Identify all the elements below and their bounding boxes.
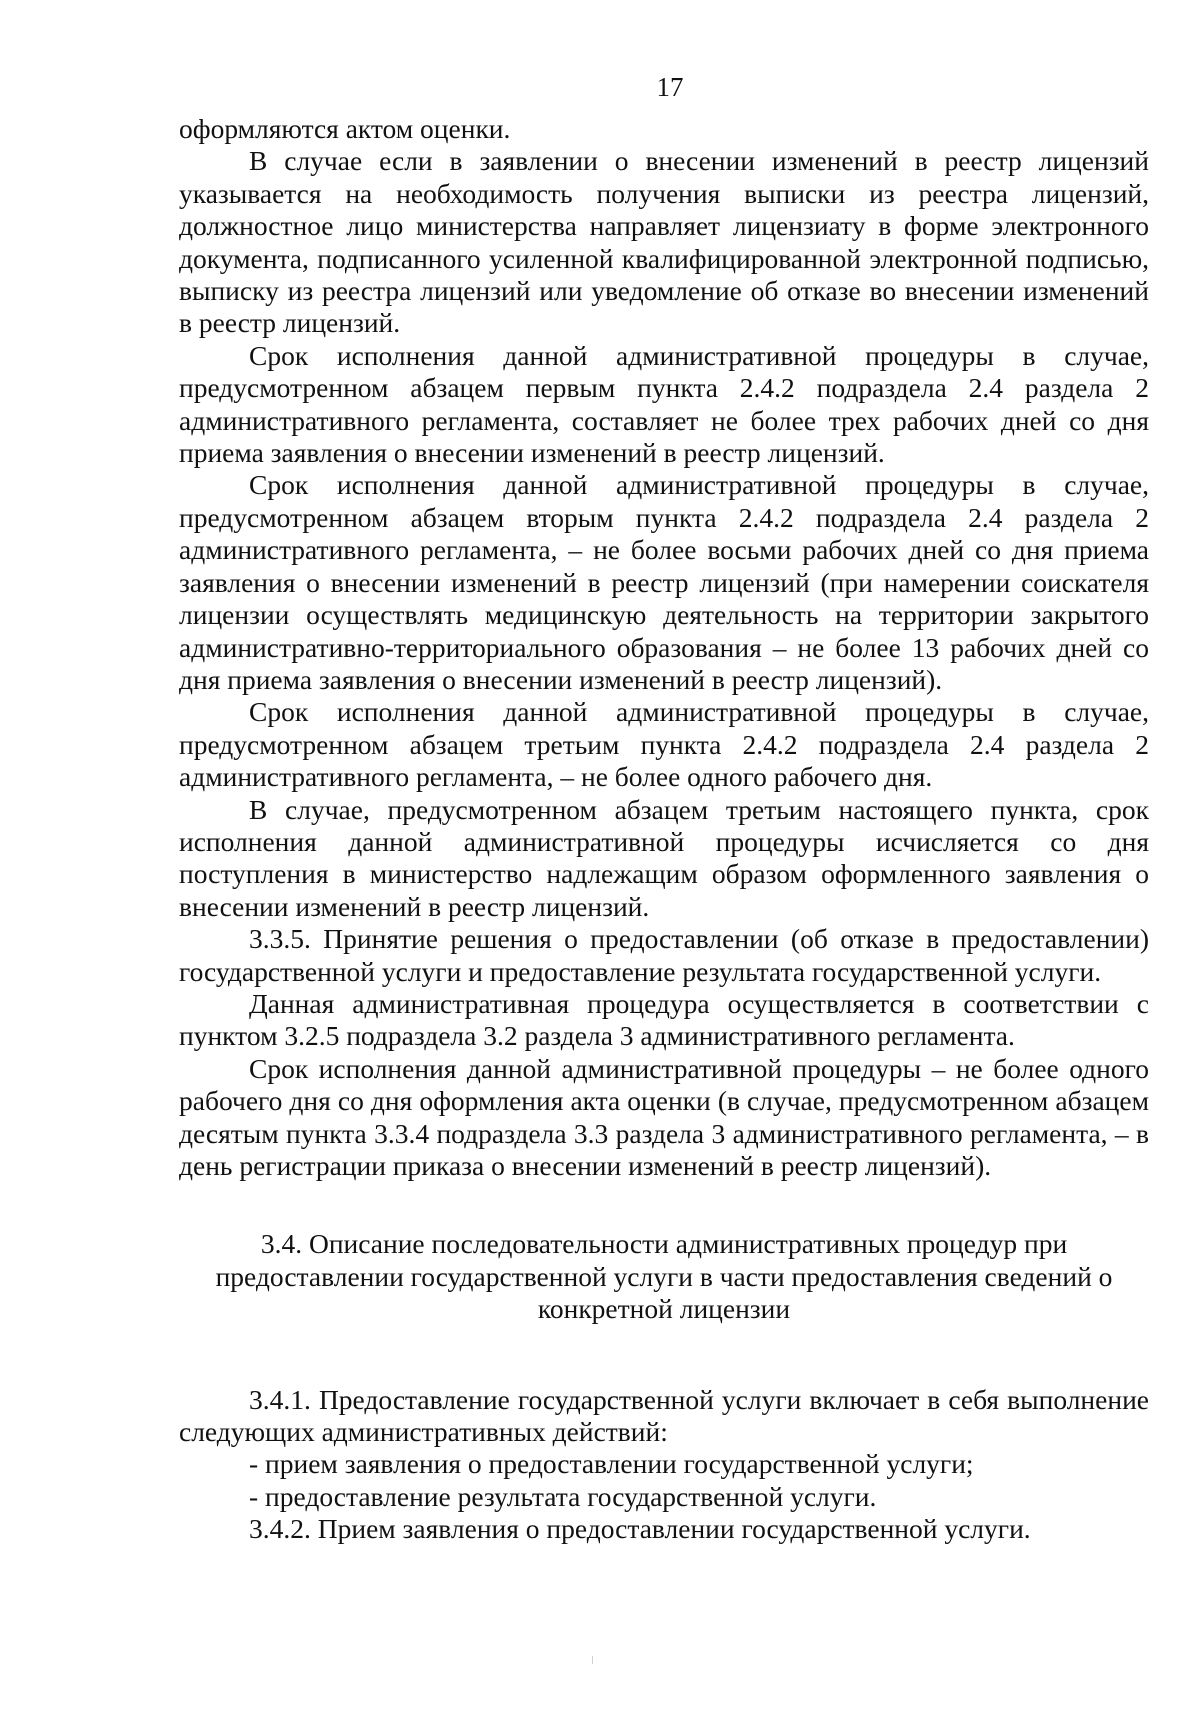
paragraph-procedure-reference: Данная административная процедура осуществляется в соответствии с пунктом 3.2.5 подраздела 3.2 раздела 3 административного регламента. <box>179 987 1149 1052</box>
paragraph-clause-3-4-2: 3.4.2. Прием заявления о предоставлении государственной услуги. <box>249 1513 1031 1545</box>
document-body <box>179 113 1149 1546</box>
paragraph-term-third: Срок исполнения данной административной процедуры в случае, предусмотренном абзацем третьим пункта 2.4.2 подраздела 2.4 раздела 2 административного регламента, – не более одного рабочего дня. <box>179 696 1149 793</box>
paragraph-clause-3-4-1: 3.4.1. Предоставление государственной услуги включает в себя выполнение следующих административных действий: <box>179 1383 1149 1448</box>
paragraph-continuation: оформляются актом оценки. <box>179 113 511 144</box>
paragraph-term-first: Срок исполнения данной административной процедуры в случае, предусмотренном абзацем первым пункта 2.4.2 подраздела 2.4 раздела 2 административного регламента, составляет не более трех рабочих дней со дня приема заявления о внесении изменений в реестр лицензий. <box>179 339 1149 469</box>
paragraph-registry-extract: В случае если в заявлении о внесении изменений в реестр лицензий указывается на необходимость получения выписки из реестра лицензий, должностное лицо министерства направляет лицензиату в форме электронного документа, подписанного усиленной квалифицированной электронной подписью, выписку из реестра лицензий или уведомление об отказе во внесении изменений в реестр лицензий. <box>179 145 1149 339</box>
paragraph-term-calculation: В случае, предусмотренном абзацем третьим настоящего пункта, срок исполнения данной административной процедуры исчисляется со дня поступления в министерство надлежащим образом оформленного заявления о внесении изменений в реестр лицензий. <box>179 793 1149 922</box>
paragraph-clause-3-3-5: 3.3.5. Принятие решения о предоставлении (об отказе в предоставлении) государственной услуги и предоставление результата государственной услуги. <box>179 923 1149 987</box>
paragraph-term-second: Срок исполнения данной административной процедуры в случае, предусмотренном абзацем вторым пункта 2.4.2 подраздела 2.4 раздела 2 административного регламента, – не более восьми рабочих дней со дня приема заявления о внесении изменений в реестр лицензий (при намерении соискателя лицензии осуществлять медицинскую деятельность на территории закрытого административно-территориального образования – не более 13 рабочих дней со дня приема заявления о внесении изменений в реестр лицензий). <box>179 469 1149 695</box>
list-item-provide-result: - предоставление результата государственной услуги. <box>249 1480 877 1512</box>
paragraph-term-decision: Срок исполнения данной административной процедуры – не более одного рабочего дня со дня оформления акта оценки (в случае, предусмотренном абзацем десятым пункта 3.3.4 подраздела 3.3 раздела 3 административного регламента, – в день регистрации приказа о внесении изменений в реестр лицензий). <box>179 1052 1149 1181</box>
list-item-receive-application: - прием заявления о предоставлении государственной услуги; <box>249 1448 974 1480</box>
section-heading: 3.4. Описание последовательности административных процедур при предоставлении государственной услуги в части предоставления сведений о конкретной лицензии <box>215 1228 1113 1325</box>
page-number: 17 <box>656 72 684 102</box>
scan-speck <box>592 1656 593 1664</box>
